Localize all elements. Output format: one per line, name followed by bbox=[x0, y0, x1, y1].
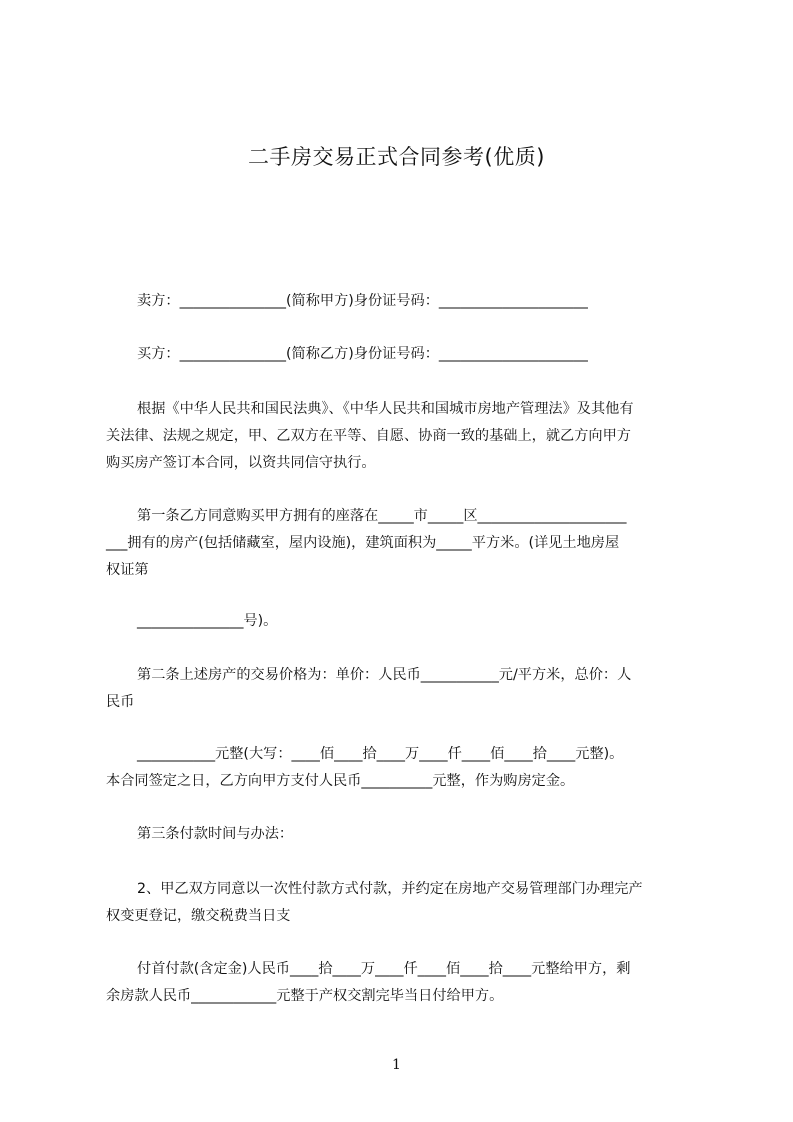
article-1-line-2: ___拥有的房产(包括储藏室，屋内设施)，建筑面积为_____平方米。(详见土地房屋 bbox=[106, 535, 620, 551]
seller-line: 卖方：_______________(简称甲方)身份证号码：_____________________ bbox=[137, 293, 588, 309]
article-3-clause-2-line-1: 2、甲乙双方同意以一次性付款方式付款，并约定在房地产交易管理部门办理完产 bbox=[137, 881, 643, 897]
article-3-payment-line-1: 付首付款(含定金)人民币____拾____万____仟____佰____拾____元整给甲方，剩 bbox=[137, 961, 631, 977]
article-2-line-1: 第二条上述房产的交易价格为：单价：人民币___________元/平方米，总价：人 bbox=[137, 667, 632, 683]
preamble-line-1: 根据《中华人民共和国民法典》、《中华人民共和国城市房地产管理法》及其他有 bbox=[137, 401, 634, 417]
preamble-line-3: 购买房产签订本合同，以资共同信守执行。 bbox=[106, 455, 376, 471]
article-3-payment-line-2: 余房款人民币____________元整于产权交割完毕当日付给甲方。 bbox=[106, 988, 504, 1004]
preamble-line-2: 关法律、法规之规定，甲、乙双方在平等、自愿、协商一致的基础上，就乙方向甲方 bbox=[106, 428, 631, 444]
article-1-line-3: 权证第 bbox=[106, 562, 149, 578]
article-2-deposit: 本合同签定之日，乙方向甲方支付人民币__________元整，作为购房定金。 bbox=[106, 773, 575, 789]
article-1-line-1: 第一条乙方同意购买甲方拥有的座落在_____市_____区_____________________ bbox=[137, 508, 627, 524]
page-number: 1 bbox=[392, 1057, 401, 1073]
document-title: 二手房交易正式合同参考(优质) bbox=[248, 145, 545, 169]
article-2-amount-in-words: ___________元整(大写：____佰____拾____万____仟____佰____拾____元整)。 bbox=[137, 746, 624, 762]
article-2-line-2: 民币 bbox=[106, 694, 135, 710]
article-1-certificate-number: _______________号)。 bbox=[137, 613, 278, 629]
buyer-line: 买方：_______________(简称乙方)身份证号码：_____________________ bbox=[137, 346, 588, 362]
article-3-clause-2-line-2: 权变更登记，缴交税费当日支 bbox=[106, 908, 291, 924]
article-3-heading: 第三条付款时间与办法： bbox=[137, 826, 294, 842]
